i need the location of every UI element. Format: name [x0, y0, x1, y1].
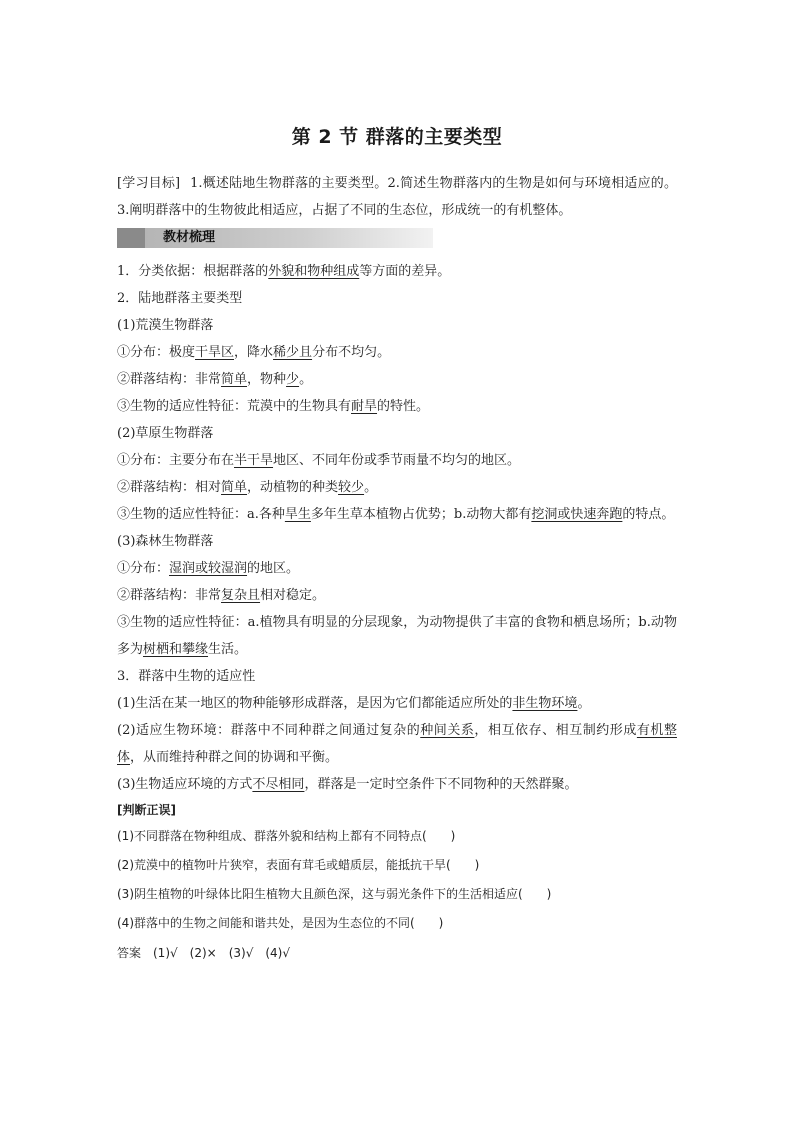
- text: ①分布：: [117, 561, 170, 576]
- section-label: 教材梳理: [163, 230, 216, 245]
- judgment-item: (3)阴生植物的叶绿体比阳生植物大且颜色深，这与弱光条件下的生活相适应( ): [117, 887, 552, 901]
- text: (3)森林生物群落: [117, 534, 214, 549]
- paragraph: [117, 528, 677, 555]
- underlined-answer: 较少: [338, 480, 365, 495]
- text: ，相互依存、相互制约形成: [474, 723, 637, 738]
- text: ①分布：极度: [117, 345, 196, 360]
- text: 的特性。: [377, 399, 430, 414]
- text: (1)生活在某一地区的物种能够形成群落，是因为它们都能适应所处的: [117, 696, 513, 711]
- underlined-answer: 有机整体: [117, 723, 677, 765]
- underlined-answer: 湿润或较湿润: [169, 561, 248, 576]
- underlined-answer: 复杂且: [221, 588, 261, 603]
- text: 3．群落中生物的适应性: [117, 669, 256, 684]
- text: 。: [299, 372, 313, 387]
- paragraph: [117, 258, 677, 285]
- text: 生活。: [208, 642, 248, 657]
- text: 。: [364, 480, 378, 495]
- text: ②群落结构：非常: [117, 588, 222, 603]
- text: ①分布：主要分布在: [117, 453, 235, 468]
- paragraph: [117, 312, 677, 339]
- text: 的特点。: [622, 507, 675, 522]
- underlined-answer: 简单: [221, 480, 248, 495]
- paragraph: [117, 609, 677, 663]
- paragraph: [117, 582, 677, 609]
- text: (2)适应生物环境：群落中不同种群之间通过复杂的: [117, 723, 421, 738]
- paragraph: [117, 555, 677, 582]
- text: ，群落是一定时空条件下不同物种的天然群聚。: [304, 777, 578, 792]
- underlined-answer: 半干旱: [234, 453, 274, 468]
- underlined-answer: 外貌和物种组成: [268, 264, 360, 279]
- text: ，物种: [247, 372, 287, 387]
- text: ，动植物的种类: [247, 480, 339, 495]
- text: ②群落结构：非常: [117, 372, 222, 387]
- paragraph: [117, 366, 677, 393]
- text: ②群落结构：相对: [117, 480, 222, 495]
- text: 分布不均匀。: [312, 345, 391, 360]
- answer-line: 答案 (1)√ (2)× (3)√ (4)√: [117, 946, 290, 960]
- judgment-item: (2)荒漠中的植物叶片狭窄，表面有茸毛或蜡质层，能抵抗干旱( ): [117, 858, 480, 872]
- underlined-answer: 种间关系: [420, 723, 475, 738]
- text: 地区、不同年份或季节雨量不均匀的地区。: [273, 453, 521, 468]
- judge-heading: [判断正误]: [117, 803, 176, 817]
- underlined-answer: 旱生: [284, 507, 311, 522]
- text: ，降水: [234, 345, 274, 360]
- text: ③生物的适应性特征：荒漠中的生物具有: [117, 399, 352, 414]
- paragraph: [117, 501, 677, 528]
- underlined-answer: 干旱区: [195, 345, 235, 360]
- section-header-bar: [117, 228, 433, 248]
- objectives-text: 1.概述陆地生物群落的主要类型。2.简述生物群落内的生物是如何与环境相适应的。3.阐明群落中的生物彼此相适应，占据了不同的生态位，形成统一的有机整体。: [117, 176, 677, 218]
- paragraph: [117, 447, 677, 474]
- paragraph: [117, 663, 677, 690]
- text: ③生物的适应性特征：a.各种: [117, 507, 285, 522]
- text: ，从而维持种群之间的协调和平衡。: [130, 750, 339, 765]
- text: (3)生物适应环境的方式: [117, 777, 253, 792]
- content-body: [117, 170, 677, 968]
- paragraph: [117, 474, 677, 501]
- paragraph: [117, 771, 677, 798]
- paragraph: [117, 717, 677, 771]
- text: (1)荒漠生物群落: [117, 318, 214, 333]
- text: 1．分类依据：根据群落的: [117, 264, 269, 279]
- paragraph: [117, 690, 677, 717]
- underlined-answer: 少: [286, 372, 300, 387]
- underlined-answer: 简单: [221, 372, 248, 387]
- learning-objectives: [117, 170, 677, 224]
- paragraph: [117, 393, 677, 420]
- text: (2)草原生物群落: [117, 426, 214, 441]
- judgment-item: (4)群落中的生物之间能和谐共处，是因为生态位的不同( ): [117, 916, 444, 930]
- underlined-answer: 挖洞或快速奔跑: [531, 507, 623, 522]
- underlined-answer: 不尽相同: [252, 777, 305, 792]
- judgment-item: (1)不同群落在物种组成、群落外貌和结构上都有不同特点( ): [117, 829, 456, 843]
- text: 2．陆地群落主要类型: [117, 291, 243, 306]
- underlined-answer: 耐旱: [351, 399, 378, 414]
- text: 。: [577, 696, 591, 711]
- underlined-answer: 非生物环境: [512, 696, 578, 711]
- text: 的地区。: [247, 561, 300, 576]
- paragraph: [117, 339, 677, 366]
- text: ③生物的适应性特征：a.植物具有明显的分层现象，为动物提供了丰富的食物和栖息场所；b.动物多为: [117, 615, 677, 657]
- text: 多年生草本植物占优势；b.动物大都有: [310, 507, 532, 522]
- page-title: 第 2 节 群落的主要类型: [291, 126, 503, 148]
- paragraph: [117, 420, 677, 447]
- underlined-answer: 树栖和攀缘: [143, 642, 209, 657]
- paragraph: [117, 285, 677, 312]
- text: 等方面的差异。: [359, 264, 451, 279]
- objectives-tag: [学习目标]: [117, 176, 181, 191]
- underlined-answer: 稀少且: [273, 345, 313, 360]
- text: 相对稳定。: [260, 588, 326, 603]
